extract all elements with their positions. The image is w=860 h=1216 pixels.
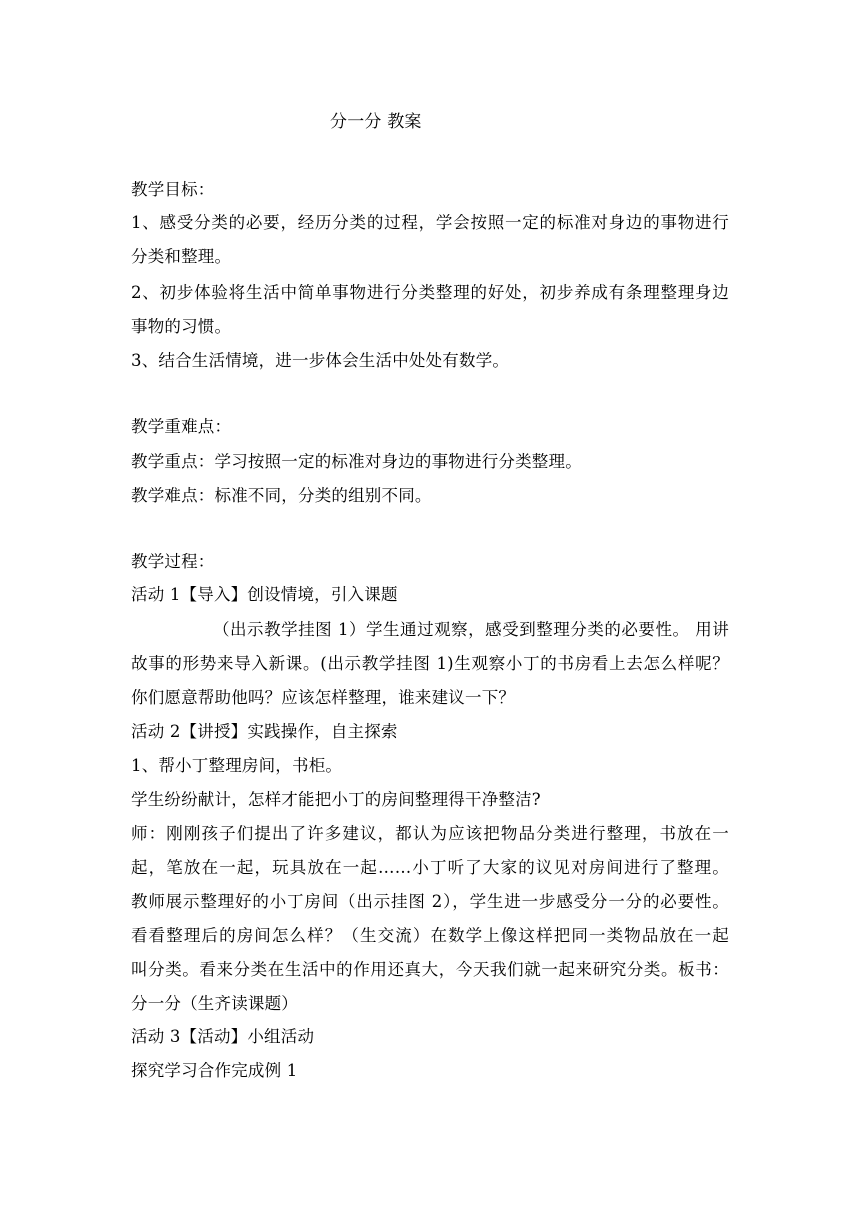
teacher-line-4: 看看整理后的房间怎么样？（生交流）在数学上像这样把同一类物品放在一起: [131, 926, 729, 945]
activity-1-paragraph-line-3: 你们愿意帮助他吗？应该怎样整理，谁来建议一下？: [131, 688, 516, 707]
objective-2-line-2: 事物的习惯。: [131, 317, 232, 336]
teacher-line-1: 师：刚刚孩子们提出了许多建议，都认为应该把物品分类进行整理，书放在一: [131, 824, 729, 843]
teacher-line-2: 起，笔放在一起，玩具放在一起……小丁听了大家的议见对房间进行了整理。: [131, 858, 729, 877]
activity-1-paragraph-line-2: 故事的形势来导入新课。(出示教学挂图 1)生观察小丁的书房看上去怎么样呢？: [131, 654, 729, 673]
activity-1-title: 活动 1【导入】创设情境，引入课题: [131, 585, 398, 604]
objective-1-line-2: 分类和整理。: [131, 247, 232, 266]
objective-2-line-1: 2、初步体验将生活中简单事物进行分类整理的好处，初步养成有条理整理身边: [131, 283, 729, 302]
activity-1-paragraph-line-1: （出示教学挂图 1）学生通过观察，感受到整理分类的必要性。 用讲: [213, 620, 729, 639]
document-title: 分一分 教案: [330, 112, 422, 132]
teaching-difficulty: 教学难点：标准不同，分类的组别不同。: [131, 486, 432, 505]
objectives-heading: 教学目标：: [131, 180, 215, 199]
activity-2-step-1: 1、帮小丁整理房间，书柜。: [131, 756, 343, 775]
key-points-heading: 教学重难点：: [131, 417, 232, 436]
objective-1-line-1: 1、感受分类的必要，经历分类的过程，学会按照一定的标准对身边的事物进行: [131, 213, 729, 232]
activity-2-title: 活动 2【讲授】实践操作，自主探索: [131, 722, 398, 741]
teacher-line-3: 教师展示整理好的小丁房间（出示挂图 2），学生进一步感受分一分的必要性。: [131, 892, 729, 911]
process-heading: 教学过程：: [131, 552, 215, 571]
activity-3-title: 活动 3【活动】小组活动: [131, 1027, 315, 1046]
teacher-line-5: 叫分类。看来分类在生活中的作用还真大，今天我们就一起来研究分类。板书：: [131, 960, 729, 979]
teaching-focus: 教学重点：学习按照一定的标准对身边的事物进行分类整理。: [131, 452, 582, 471]
teacher-line-6: 分一分（生齐读课题）: [131, 994, 298, 1013]
activity-2-line-2: 学生纷纷献计，怎样才能把小丁的房间整理得干净整洁?: [131, 790, 541, 809]
activity-3-line: 探究学习合作完成例 1: [131, 1061, 298, 1080]
objective-3: 3、结合生活情境，进一步体会生活中处处有数学。: [131, 351, 510, 370]
